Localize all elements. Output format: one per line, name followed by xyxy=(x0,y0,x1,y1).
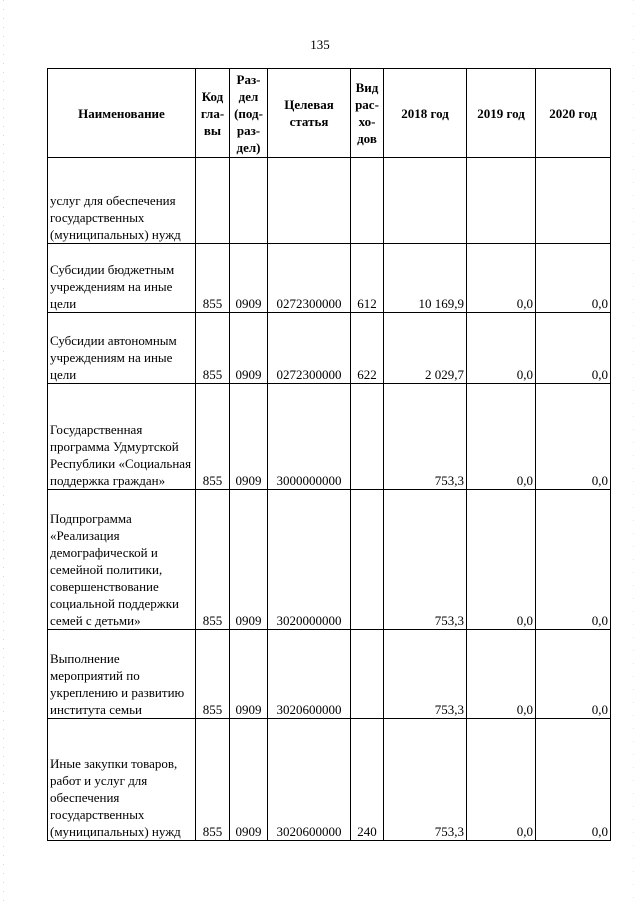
row-2018: 753,3 xyxy=(384,490,467,630)
budget-table xyxy=(47,68,611,841)
row-2019: 0,0 xyxy=(467,490,536,630)
row-code: 855 xyxy=(196,313,230,384)
row-expense-type xyxy=(351,158,384,244)
row-code: 855 xyxy=(196,719,230,841)
table-row xyxy=(48,313,611,384)
table-row xyxy=(48,630,611,719)
row-name: Субсидии автономным учреждениям на иные цели xyxy=(48,313,196,384)
row-target: 3000000000 xyxy=(268,384,351,490)
row-2019 xyxy=(467,158,536,244)
row-name: услуг для обеспечения государственных (муниципальных) нужд xyxy=(48,158,196,244)
row-target: 3020000000 xyxy=(268,490,351,630)
row-2020: 0,0 xyxy=(536,384,611,490)
row-code: 855 xyxy=(196,490,230,630)
header-2018: 2018 год xyxy=(384,69,467,158)
row-section: 0909 xyxy=(230,244,268,313)
scan-edge-left xyxy=(3,0,4,905)
row-target: 3020600000 xyxy=(268,630,351,719)
row-2018 xyxy=(384,158,467,244)
table-row xyxy=(48,384,611,490)
scan-edge-right xyxy=(633,0,634,905)
row-name: Государственная программа Удмуртской Республики «Социальная поддержка граждан» xyxy=(48,384,196,490)
page-number: 135 xyxy=(310,37,330,52)
row-expense-type xyxy=(351,490,384,630)
header-name: Наименование xyxy=(48,69,196,158)
header-expense-type: Вид рас- хо- дов xyxy=(351,69,384,158)
row-2020: 0,0 xyxy=(536,630,611,719)
table-row xyxy=(48,158,611,244)
table-row xyxy=(48,719,611,841)
row-2020: 0,0 xyxy=(536,244,611,313)
row-2019: 0,0 xyxy=(467,719,536,841)
row-target: 3020600000 xyxy=(268,719,351,841)
row-expense-type: 612 xyxy=(351,244,384,313)
row-section xyxy=(230,158,268,244)
row-section: 0909 xyxy=(230,630,268,719)
row-code xyxy=(196,158,230,244)
header-section: Раз- дел (под- раз- дел) xyxy=(230,69,268,158)
row-2019: 0,0 xyxy=(467,244,536,313)
row-expense-type xyxy=(351,630,384,719)
table-header-row xyxy=(48,69,611,158)
row-target xyxy=(268,158,351,244)
row-target: 0272300000 xyxy=(268,244,351,313)
row-section: 0909 xyxy=(230,719,268,841)
row-code: 855 xyxy=(196,630,230,719)
row-name: Иные закупки товаров, работ и услуг для обеспечения государственных (муниципальных) нужд xyxy=(48,719,196,841)
row-2020 xyxy=(536,158,611,244)
row-section: 0909 xyxy=(230,313,268,384)
row-2019: 0,0 xyxy=(467,630,536,719)
row-2019: 0,0 xyxy=(467,313,536,384)
row-2018: 10 169,9 xyxy=(384,244,467,313)
header-code: Код гла- вы xyxy=(196,69,230,158)
row-expense-type: 240 xyxy=(351,719,384,841)
row-2020: 0,0 xyxy=(536,313,611,384)
row-2018: 2 029,7 xyxy=(384,313,467,384)
header-target: Целевая статья xyxy=(268,69,351,158)
row-2019: 0,0 xyxy=(467,384,536,490)
table-row xyxy=(48,490,611,630)
row-2018: 753,3 xyxy=(384,384,467,490)
row-2018: 753,3 xyxy=(384,719,467,841)
header-2019: 2019 год xyxy=(467,69,536,158)
row-expense-type: 622 xyxy=(351,313,384,384)
row-2020: 0,0 xyxy=(536,719,611,841)
row-section: 0909 xyxy=(230,384,268,490)
table-row xyxy=(48,244,611,313)
row-name: Подпрограмма «Реализация демографической и семейной политики, совершенствование социальной поддержки семей с детьми» xyxy=(48,490,196,630)
row-expense-type xyxy=(351,384,384,490)
row-name: Выполнение мероприятий по укреплению и развитию института семьи xyxy=(48,630,196,719)
row-section: 0909 xyxy=(230,490,268,630)
row-2020: 0,0 xyxy=(536,490,611,630)
row-target: 0272300000 xyxy=(268,313,351,384)
row-code: 855 xyxy=(196,384,230,490)
row-2018: 753,3 xyxy=(384,630,467,719)
row-name: Субсидии бюджетным учреждениям на иные цели xyxy=(48,244,196,313)
row-code: 855 xyxy=(196,244,230,313)
header-2020: 2020 год xyxy=(536,69,611,158)
